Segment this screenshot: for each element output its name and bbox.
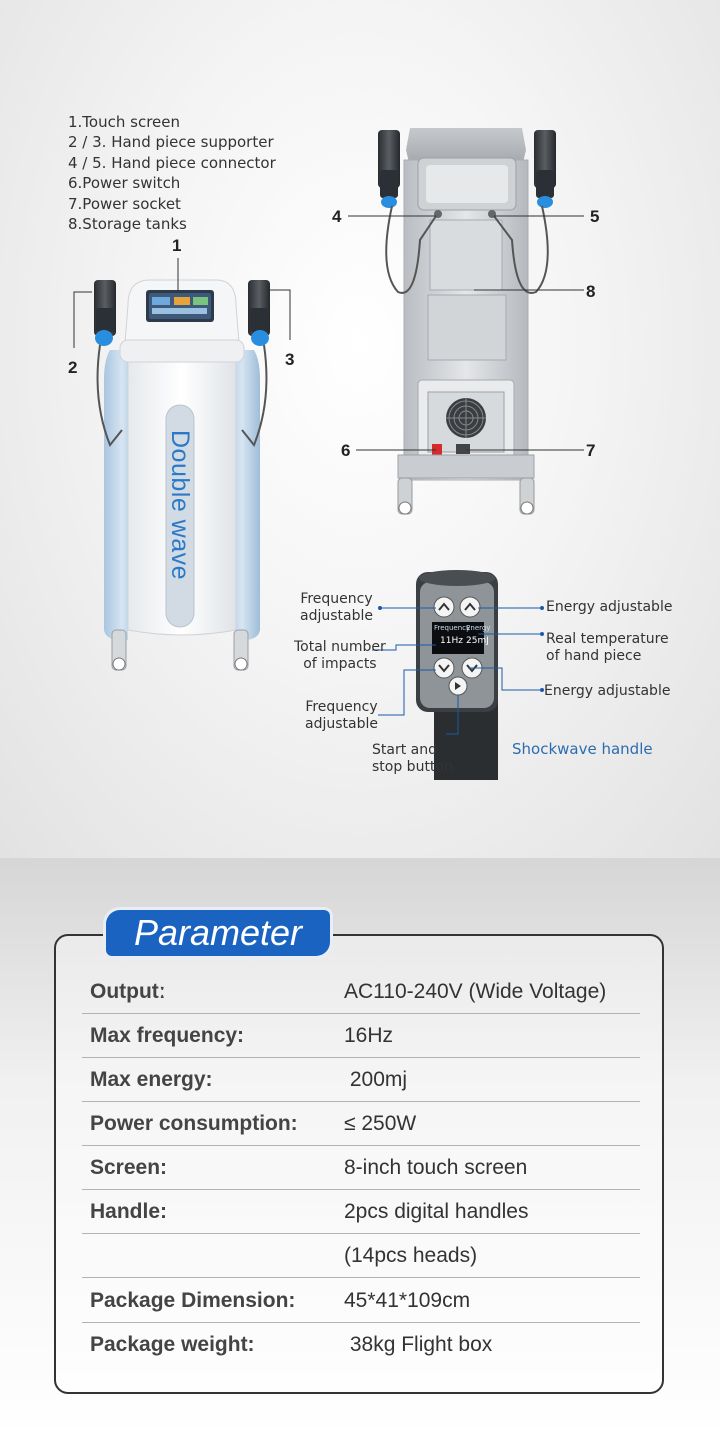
table-row: [82, 1146, 640, 1190]
callout-real-temperature: Real temperature of hand piece: [546, 631, 669, 664]
table-row: [82, 1058, 640, 1102]
callout-total-impacts: Total number of impacts: [294, 639, 386, 672]
legend-item: 2 / 3. Hand piece supporter: [68, 133, 274, 152]
back-machine: [378, 128, 556, 514]
param-value: 8-inch touch screen: [344, 1156, 528, 1179]
callout-frequency-down: Frequency adjustable: [305, 699, 378, 732]
param-key: Max frequency:: [90, 1024, 245, 1047]
handle-screen-left-label: Frequency: [434, 624, 471, 632]
table-row: [82, 1279, 640, 1323]
legend-item: 1.Touch screen: [68, 113, 180, 131]
param-key: Package weight:: [90, 1333, 255, 1356]
power-socket: [456, 444, 470, 454]
table-row: [82, 1234, 640, 1278]
legend-item: 6.Power switch: [68, 174, 181, 193]
handle-screen-right-label: Energy: [466, 624, 491, 632]
table-row: [82, 1014, 640, 1058]
param-value: (14pcs heads): [344, 1244, 478, 1267]
marker-5: 5: [590, 207, 600, 226]
table-row: [82, 1190, 640, 1234]
handle-screen-right-value: 25mJ: [466, 636, 489, 646]
param-key: Max energy:: [90, 1068, 213, 1091]
parameter-title: Parameter: [106, 910, 330, 956]
callout-start-stop: Start and stop button: [372, 742, 453, 775]
param-value: 38kg Flight box: [344, 1333, 493, 1356]
brand-logo-text: Double wave: [166, 430, 194, 581]
param-value: 200mj: [344, 1068, 408, 1091]
table-row: [82, 970, 640, 1014]
shockwave-handle-title: Shockwave handle: [512, 740, 653, 758]
param-value: 16Hz: [344, 1024, 394, 1047]
legend-item: 4 / 5. Hand piece connector: [68, 153, 276, 172]
marker-8: 8: [586, 282, 596, 301]
param-value: AC110-240V (Wide Voltage): [344, 980, 607, 1003]
legend-item: 7.Power socket: [68, 194, 181, 213]
marker-2: 2: [68, 358, 78, 377]
legend-item: 8.Storage tanks: [68, 215, 187, 234]
param-value: ≤ 250W: [344, 1112, 417, 1135]
param-value: 2pcs digital handles: [344, 1200, 529, 1223]
param-key: Screen:: [90, 1156, 168, 1179]
marker-3: 3: [285, 350, 295, 369]
table-row: [82, 1323, 640, 1367]
callout-energy-down: Energy adjustable: [544, 683, 671, 699]
param-key: Package Dimension:: [90, 1289, 296, 1312]
front-machine: [94, 280, 270, 670]
callout-frequency-up: Frequency adjustable: [300, 591, 373, 624]
marker-6: 6: [341, 441, 351, 460]
param-key: Power consumption:: [90, 1112, 298, 1135]
marker-7: 7: [586, 441, 596, 460]
table-row: [82, 1102, 640, 1146]
param-value: 45*41*109cm: [344, 1289, 471, 1312]
param-key: Handle:: [90, 1200, 168, 1223]
marker-4: 4: [332, 207, 342, 226]
handle-screen-left-value: 11Hz: [440, 636, 463, 646]
marker-1: 1: [172, 236, 182, 255]
callout-energy-up: Energy adjustable: [546, 599, 673, 615]
param-key: Outputː: [90, 980, 166, 1003]
